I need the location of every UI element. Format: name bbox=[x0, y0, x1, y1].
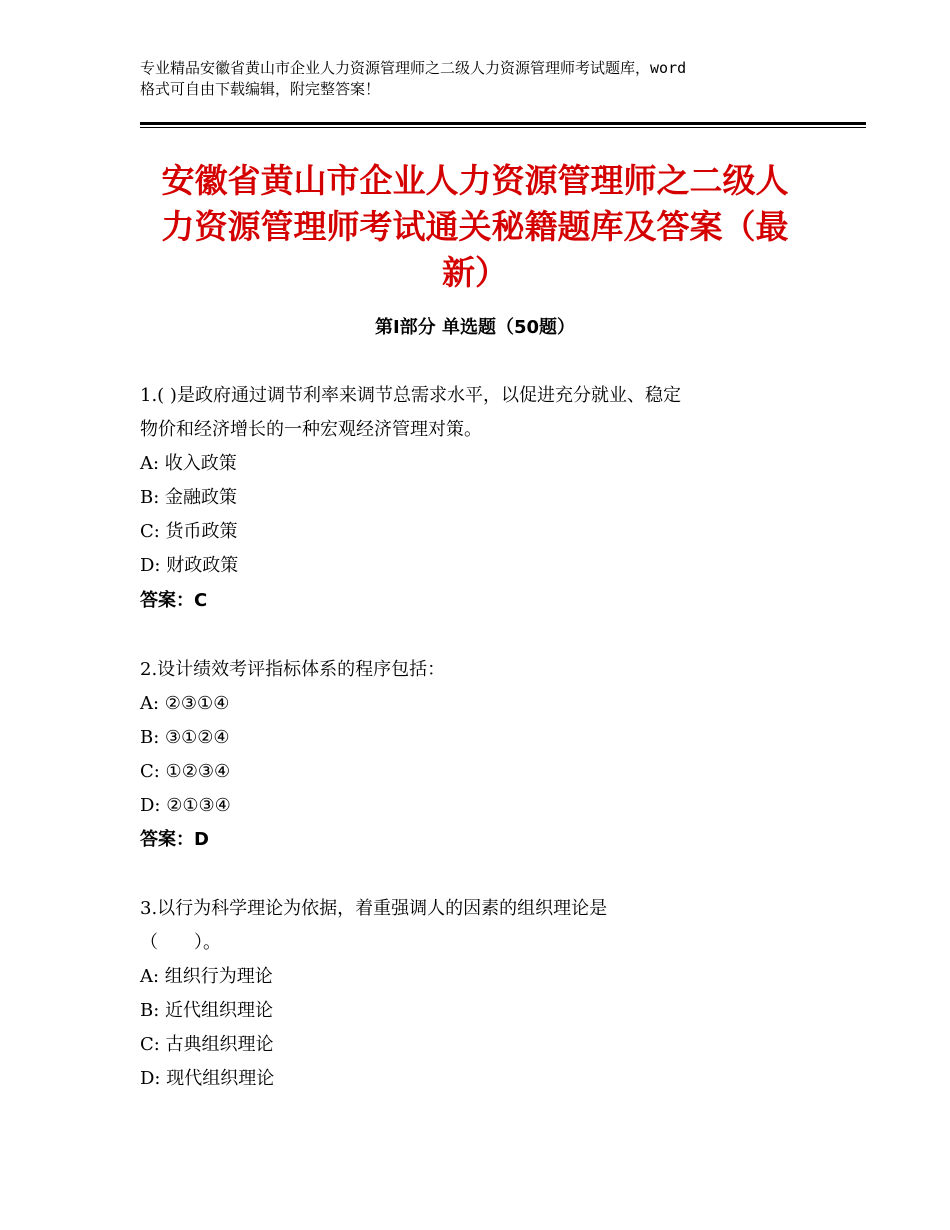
header-note bbox=[140, 58, 840, 100]
question-1-option-a: A: 收入政策 bbox=[140, 453, 237, 474]
question-2-option-a: A: ②③①④ bbox=[140, 693, 230, 714]
document-title-line-3: 新） bbox=[442, 253, 508, 292]
question-2-option-b: B: ③①②④ bbox=[140, 727, 230, 748]
question-2-option-d: D: ②①③④ bbox=[140, 795, 231, 816]
question-1-option-b: B: 金融政策 bbox=[140, 487, 238, 508]
question-1-option-c: C: 货币政策 bbox=[140, 521, 238, 542]
question-3-option-b: B: 近代组织理论 bbox=[140, 1000, 274, 1021]
question-2-option-c: C: ①②③④ bbox=[140, 761, 231, 782]
header-note-line-2: 格式可自由下载编辑，附完整答案！ bbox=[140, 80, 381, 98]
question-2-answer: 答案：D bbox=[140, 829, 209, 850]
question-3-stem-line-2: （ ）。 bbox=[140, 932, 221, 953]
header-rule-thick bbox=[140, 122, 866, 125]
section-title: 第Ⅰ部分 单选题（50题） bbox=[374, 317, 575, 338]
question-3-option-a: A: 组织行为理论 bbox=[140, 966, 273, 987]
question-2-stem-line-1: 2.设计绩效考评指标体系的程序包括： bbox=[140, 659, 446, 680]
question-3-option-c: C: 古典组织理论 bbox=[140, 1034, 274, 1055]
header-rule-thin bbox=[140, 127, 866, 128]
question-3-stem-line-1: 3.以行为科学理论为依据，着重强调人的因素的组织理论是 bbox=[140, 898, 608, 919]
question-1-answer: 答案：C bbox=[140, 590, 208, 611]
question-1-stem-line-1: 1.( )是政府通过调节利率来调节总需求水平，以促进充分就业、稳定 bbox=[140, 385, 681, 406]
header-note-line-1: 专业精品安徽省黄山市企业人力资源管理师之二级人力资源管理师考试题库，word bbox=[140, 59, 687, 77]
document-title bbox=[140, 158, 810, 296]
document-title-line-1: 安徽省黄山市企业人力资源管理师之二级人 bbox=[161, 161, 789, 200]
question-3-option-d: D: 现代组织理论 bbox=[140, 1068, 275, 1089]
question-1-option-d: D: 财政政策 bbox=[140, 555, 239, 576]
question-1-stem-line-2: 物价和经济增长的一种宏观经济管理对策。 bbox=[140, 419, 482, 440]
document-title-line-2: 力资源管理师考试通关秘籍题库及答案（最 bbox=[161, 207, 789, 246]
